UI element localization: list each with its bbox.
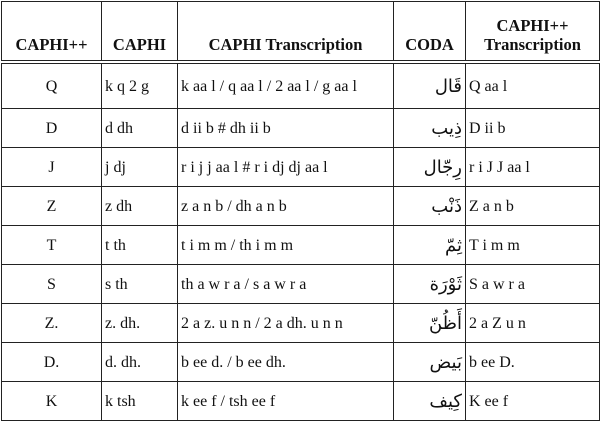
cell-caphi: s th (102, 265, 178, 304)
cell-caphipp: K (2, 382, 102, 421)
header-row (2, 2, 600, 63)
cell-caphi-trans: b ee d. / b ee dh. (178, 343, 394, 382)
table-row (2, 62, 600, 109)
cell-caphi-trans: k aa l / q aa l / 2 aa l / g aa l (178, 62, 394, 109)
cell-caphipp-trans: 2 a Z u n (466, 304, 600, 343)
cell-caphi: z. dh. (102, 304, 178, 343)
table-row (2, 148, 600, 187)
cell-caphi-trans: d ii b # dh ii b (178, 109, 394, 148)
cell-caphipp: D (2, 109, 102, 148)
cell-caphipp-trans: D ii b (466, 109, 600, 148)
cell-caphi-trans: r i j j aa l # r i dj dj aa l (178, 148, 394, 187)
header-caphipp-transcription: CAPHI++ Transcription (466, 2, 600, 63)
cell-coda: ذِيب (394, 109, 466, 148)
cell-caphipp-trans: b ee D. (466, 343, 600, 382)
cell-coda: كِيف (394, 382, 466, 421)
cell-caphi: d. dh. (102, 343, 178, 382)
cell-caphi-trans: th a w r a / s a w r a (178, 265, 394, 304)
cell-caphi: j dj (102, 148, 178, 187)
cell-caphipp: D. (2, 343, 102, 382)
table-row (2, 187, 600, 226)
cell-coda: ثِمّ (394, 226, 466, 265)
cell-caphi-trans: 2 a z. u n n / 2 a dh. u n n (178, 304, 394, 343)
cell-caphi: z dh (102, 187, 178, 226)
caphi-mapping-table (1, 1, 600, 421)
table-row (2, 109, 600, 148)
cell-caphi-trans: z a n b / dh a n b (178, 187, 394, 226)
header-coda: CODA (394, 2, 466, 63)
cell-coda: قَال (394, 62, 466, 109)
cell-caphipp: J (2, 148, 102, 187)
cell-coda: رِجّال (394, 148, 466, 187)
table-row (2, 343, 600, 382)
cell-caphipp: Z. (2, 304, 102, 343)
cell-caphipp: S (2, 265, 102, 304)
table-row (2, 226, 600, 265)
cell-caphi: k q 2 g (102, 62, 178, 109)
cell-caphipp: Z (2, 187, 102, 226)
cell-caphipp-trans: Z a n b (466, 187, 600, 226)
cell-caphipp: Q (2, 62, 102, 109)
cell-caphi: t th (102, 226, 178, 265)
cell-caphipp-trans: T i m m (466, 226, 600, 265)
cell-caphipp-trans: r i J J aa l (466, 148, 600, 187)
header-caphi: CAPHI (102, 2, 178, 63)
header-caphi-transcription: CAPHI Transcription (178, 2, 394, 63)
cell-coda: ذَنْب (394, 187, 466, 226)
cell-coda: أَظُنّ (394, 304, 466, 343)
table-row (2, 265, 600, 304)
cell-caphi-trans: t i m m / th i m m (178, 226, 394, 265)
table-row (2, 382, 600, 421)
cell-coda: بَيض (394, 343, 466, 382)
cell-caphi: d dh (102, 109, 178, 148)
cell-caphipp: T (2, 226, 102, 265)
cell-caphipp-trans: K ee f (466, 382, 600, 421)
cell-caphipp-trans: S a w r a (466, 265, 600, 304)
cell-caphi-trans: k ee f / tsh ee f (178, 382, 394, 421)
cell-caphi: k tsh (102, 382, 178, 421)
cell-coda: ثَوْرَة (394, 265, 466, 304)
table-row (2, 304, 600, 343)
cell-caphipp-trans: Q aa l (466, 62, 600, 109)
header-caphipp: CAPHI++ (2, 2, 102, 63)
